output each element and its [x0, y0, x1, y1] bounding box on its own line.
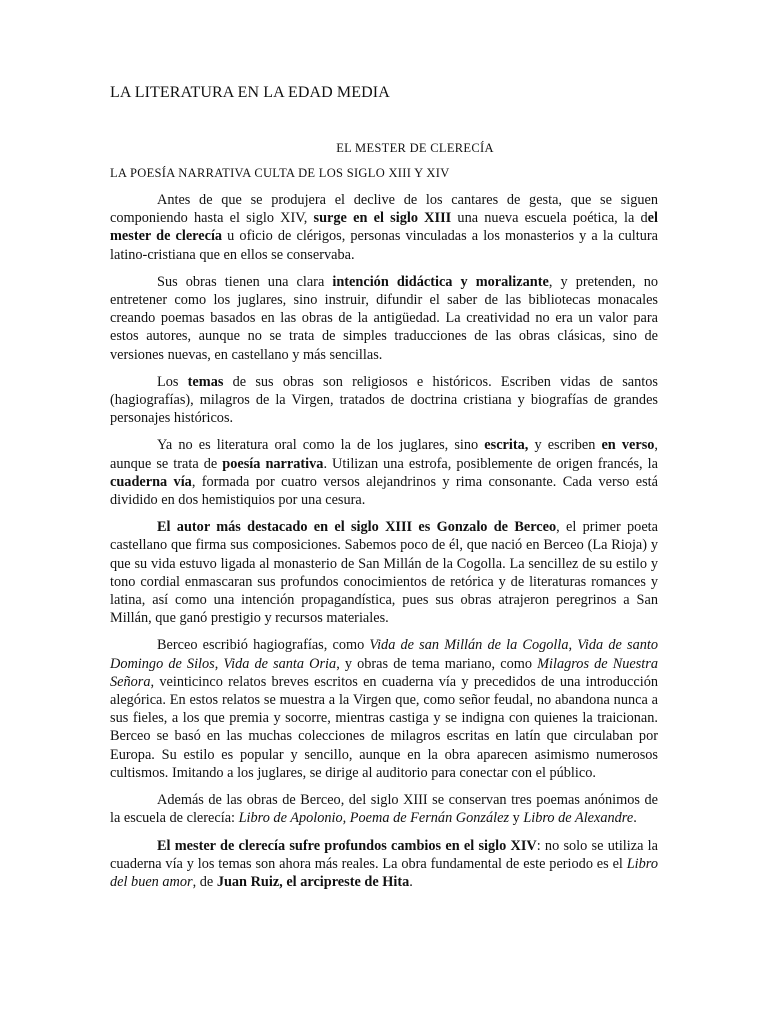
text-run: Antes de que se produjera el declive de los cantares de gesta, que se siguen componiendo hasta el siglo XIV,	[110, 192, 658, 227]
body-text	[110, 191, 658, 900]
text-run: , formada por cuatro versos alejandrinos y rima consonante. Cada verso está dividido en dos hemistiquios por una cesura.	[110, 473, 659, 509]
paragraph	[110, 518, 658, 627]
bold-run: El autor más destacado en el siglo XIII es Gonzalo de Berceo	[157, 519, 557, 536]
paragraph	[110, 837, 658, 892]
bold-run: surge en el siglo XIII	[313, 210, 452, 227]
text-run: ,	[214, 655, 224, 672]
text-run: , y obras de tema mariano, como	[336, 655, 538, 672]
text-run: u oficio de clérigos, personas vinculadas a los monasterios y a la cultura latino-cristiana que en ellos se conservaba.	[110, 228, 658, 263]
text-run: Además de las obras de Berceo, del siglo XIII se conservan tres poemas anónimos de la escuela de clerecía:	[110, 792, 658, 827]
text-run: Berceo escribió hagiografías, como	[157, 637, 370, 654]
section-title: EL MESTER DE CLERECÍA	[336, 141, 494, 155]
text-run: , el primer poeta castellano que firma sus composiciones. Sabemos poco de él, que nació en Berceo (La Rioja) y que su vida estuvo ligada al monasterio de San Millán de la Cogolla. La sencillez de su estilo y tono cordial enmascaran sus profundos conocimientos de retórica y de literaturas romances y latina, así como una intención propagandística, pues sus obras atrajeron peregrinos a San Millán, que ganó prestigio y recursos materiales.	[110, 519, 658, 627]
text-run: y escriben	[528, 437, 602, 454]
bold-run: cuaderna vía	[110, 473, 192, 490]
paragraph	[110, 791, 658, 827]
italic-run: Libro de Apolonio, Poema de Fernán González	[238, 810, 510, 827]
text-run: .	[409, 873, 413, 890]
text-run: . Utilizan una estrofa, posiblemente de origen francés, la	[323, 455, 658, 472]
section-subtitle: LA POESÍA NARRATIVA CULTA DE LOS SIGLO XIII Y XIV	[110, 166, 450, 180]
italic-run: Vida de san Millán de la Cogolla, Vida de santo Domingo de Silos	[110, 637, 658, 672]
text-run: Ya no es literatura oral como la de los juglares, sino	[157, 437, 485, 454]
paragraph	[110, 273, 658, 364]
italic-run: Libro del buen amor	[110, 855, 658, 890]
paragraph	[110, 436, 658, 509]
document-title: LA LITERATURA EN LA EDAD MEDIA	[110, 84, 390, 101]
text-run: de sus obras son religiosos e históricos. Escriben vidas de santos (hagiografías), milagros de la Virgen, tratados de doctrina cristiana y biografías de grandes personajes históricos.	[110, 373, 658, 427]
bold-run: Juan Ruiz, el arcipreste de Hita	[216, 873, 410, 890]
bold-run: intención didáctica y moralizante	[332, 273, 549, 290]
paragraph	[110, 191, 658, 264]
bold-run: el mester de clerecía	[110, 210, 658, 245]
bold-run: temas	[187, 373, 224, 390]
bold-run: escrita,	[484, 437, 529, 454]
text-run: Sus obras tienen una clara	[157, 273, 333, 290]
italic-run: Libro de Alexandre	[523, 810, 634, 827]
text-run: .	[633, 810, 637, 827]
text-run: , y pretenden, no entretener como los juglares, sino instruir, difundir el saber de las bibliotecas monacales creando poemas basados en las obras de la antigüedad. La creatividad no era un valor para estos autores, aunque no se trata de simples traducciones de las obras clásicas, sino de versiones nuevas, en castellano y más sencillas.	[110, 273, 659, 363]
text-run: , de	[192, 873, 217, 890]
paragraph	[110, 373, 658, 428]
text-run: una nueva escuela poética, la d	[451, 210, 648, 227]
italic-run: Milagros de Nuestra Señora	[110, 655, 658, 690]
bold-run: El mester de clerecía sufre profundos cambios en el siglo XIV	[157, 837, 537, 854]
text-run: , veinticinco relatos breves escritos en cuaderna vía y precedidos de una introducción alegórica. En estos relatos se muestra a la Virgen que, como señor feudal, no abandona nunca a sus fieles, a los que premia y socorre, mientras castiga y se indigna con quienes la traicionan. Berceo se basó en las muchas colecciones de milagros escritas en latín que circulaban por Europa. Su estilo es popular y sencillo, aunque en la obra aparecen asimismo numerosos cultismos. Imitando a los juglares, se dirige al auditorio para conectar con el público.	[110, 673, 658, 781]
text-run: Los	[157, 373, 188, 390]
text-run: y	[509, 810, 524, 827]
text-run: , aunque se trata de	[110, 437, 658, 472]
italic-run: Vida de santa Oria	[223, 655, 337, 672]
text-run: : no solo se utiliza la cuaderna vía y los temas son ahora más reales. La obra fundamental de este periodo es el	[110, 837, 658, 872]
paragraph	[110, 636, 658, 782]
bold-run: poesía narrativa	[222, 455, 324, 472]
bold-run: en verso	[601, 437, 655, 454]
